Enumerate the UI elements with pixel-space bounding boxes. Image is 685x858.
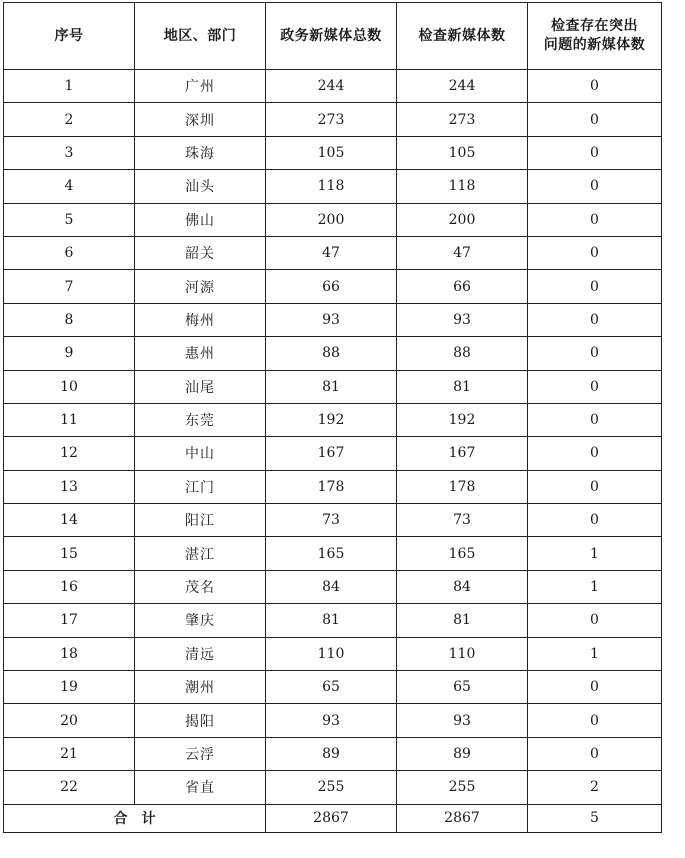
cell-region: 广州 — [135, 70, 266, 103]
header-region: 地区、部门 — [135, 3, 266, 70]
totals-checked-media: 2867 — [397, 804, 528, 832]
cell-index: 20 — [4, 704, 135, 737]
table-row — [4, 103, 662, 136]
cell-region: 茂名 — [135, 570, 266, 603]
cell-index: 15 — [4, 537, 135, 570]
cell-checked-media: 244 — [397, 70, 528, 103]
table-row — [4, 470, 662, 503]
cell-total-media: 178 — [266, 470, 397, 503]
cell-region: 珠海 — [135, 136, 266, 169]
cell-problem-media: 0 — [528, 136, 662, 169]
header-problem-media-line1: 检查存在突出 — [551, 18, 638, 34]
table-row — [4, 704, 662, 737]
table-body — [4, 70, 662, 805]
cell-checked-media: 273 — [397, 103, 528, 136]
cell-total-media: 118 — [266, 170, 397, 203]
cell-total-media: 81 — [266, 370, 397, 403]
cell-problem-media: 0 — [528, 236, 662, 269]
header-index: 序号 — [4, 3, 135, 70]
cell-checked-media: 192 — [397, 403, 528, 436]
cell-index: 22 — [4, 771, 135, 804]
cell-total-media: 84 — [266, 570, 397, 603]
cell-region: 东莞 — [135, 403, 266, 436]
table-row — [4, 737, 662, 770]
cell-problem-media: 0 — [528, 170, 662, 203]
cell-index: 2 — [4, 103, 135, 136]
cell-total-media: 255 — [266, 771, 397, 804]
cell-checked-media: 88 — [397, 337, 528, 370]
table-row — [4, 437, 662, 470]
cell-total-media: 73 — [266, 504, 397, 537]
cell-index: 5 — [4, 203, 135, 236]
cell-checked-media: 47 — [397, 236, 528, 269]
cell-checked-media: 110 — [397, 637, 528, 670]
cell-problem-media: 2 — [528, 771, 662, 804]
table-row — [4, 537, 662, 570]
cell-problem-media: 0 — [528, 504, 662, 537]
table-row — [4, 370, 662, 403]
cell-index: 11 — [4, 403, 135, 436]
cell-checked-media: 255 — [397, 771, 528, 804]
totals-row — [4, 804, 662, 832]
cell-problem-media: 0 — [528, 437, 662, 470]
cell-total-media: 165 — [266, 537, 397, 570]
cell-region: 阳江 — [135, 504, 266, 537]
cell-region: 深圳 — [135, 103, 266, 136]
cell-total-media: 93 — [266, 704, 397, 737]
cell-problem-media: 0 — [528, 303, 662, 336]
cell-problem-media: 0 — [528, 403, 662, 436]
cell-region: 潮州 — [135, 671, 266, 704]
cell-problem-media: 0 — [528, 70, 662, 103]
cell-total-media: 167 — [266, 437, 397, 470]
cell-problem-media: 0 — [528, 470, 662, 503]
cell-problem-media: 0 — [528, 370, 662, 403]
cell-problem-media: 0 — [528, 671, 662, 704]
cell-region: 梅州 — [135, 303, 266, 336]
cell-checked-media: 93 — [397, 704, 528, 737]
cell-total-media: 192 — [266, 403, 397, 436]
cell-checked-media: 93 — [397, 303, 528, 336]
table-row — [4, 203, 662, 236]
cell-problem-media: 0 — [528, 337, 662, 370]
cell-region: 汕尾 — [135, 370, 266, 403]
table-footer — [4, 804, 662, 832]
cell-index: 8 — [4, 303, 135, 336]
cell-index: 6 — [4, 236, 135, 269]
table-row — [4, 637, 662, 670]
cell-index: 7 — [4, 270, 135, 303]
cell-total-media: 93 — [266, 303, 397, 336]
cell-problem-media: 0 — [528, 704, 662, 737]
cell-index: 18 — [4, 637, 135, 670]
cell-total-media: 65 — [266, 671, 397, 704]
cell-region: 揭阳 — [135, 704, 266, 737]
cell-region: 云浮 — [135, 737, 266, 770]
cell-checked-media: 105 — [397, 136, 528, 169]
table-row — [4, 403, 662, 436]
cell-region: 佛山 — [135, 203, 266, 236]
cell-index: 9 — [4, 337, 135, 370]
cell-checked-media: 84 — [397, 570, 528, 603]
cell-total-media: 244 — [266, 70, 397, 103]
table-row — [4, 236, 662, 269]
cell-checked-media: 89 — [397, 737, 528, 770]
cell-total-media: 273 — [266, 103, 397, 136]
cell-checked-media: 81 — [397, 370, 528, 403]
cell-checked-media: 81 — [397, 604, 528, 637]
table-row — [4, 570, 662, 603]
cell-index: 16 — [4, 570, 135, 603]
cell-problem-media: 1 — [528, 537, 662, 570]
cell-index: 4 — [4, 170, 135, 203]
cell-region: 中山 — [135, 437, 266, 470]
cell-problem-media: 0 — [528, 737, 662, 770]
cell-total-media: 110 — [266, 637, 397, 670]
cell-total-media: 105 — [266, 136, 397, 169]
cell-index: 1 — [4, 70, 135, 103]
cell-region: 汕头 — [135, 170, 266, 203]
cell-checked-media: 118 — [397, 170, 528, 203]
cell-index: 13 — [4, 470, 135, 503]
cell-total-media: 47 — [266, 236, 397, 269]
totals-problem-media: 5 — [528, 804, 662, 832]
cell-problem-media: 0 — [528, 203, 662, 236]
cell-checked-media: 200 — [397, 203, 528, 236]
cell-region: 韶关 — [135, 236, 266, 269]
cell-region: 清远 — [135, 637, 266, 670]
cell-checked-media: 178 — [397, 470, 528, 503]
cell-problem-media: 1 — [528, 570, 662, 603]
table-row — [4, 771, 662, 804]
table-row — [4, 170, 662, 203]
cell-index: 10 — [4, 370, 135, 403]
cell-region: 惠州 — [135, 337, 266, 370]
cell-index: 12 — [4, 437, 135, 470]
header-problem-media — [528, 3, 662, 70]
cell-index: 17 — [4, 604, 135, 637]
table-row — [4, 136, 662, 169]
header-checked-media: 检查新媒体数 — [397, 3, 528, 70]
header-row — [4, 3, 662, 70]
table-row — [4, 671, 662, 704]
cell-total-media: 200 — [266, 203, 397, 236]
table-row — [4, 604, 662, 637]
table-row — [4, 70, 662, 103]
header-problem-media-line2: 问题的新媒体数 — [543, 37, 646, 53]
table-row — [4, 270, 662, 303]
cell-total-media: 89 — [266, 737, 397, 770]
cell-region: 肇庆 — [135, 604, 266, 637]
cell-checked-media: 73 — [397, 504, 528, 537]
cell-total-media: 66 — [266, 270, 397, 303]
cell-total-media: 88 — [266, 337, 397, 370]
cell-index: 19 — [4, 671, 135, 704]
cell-checked-media: 167 — [397, 437, 528, 470]
totals-label: 合计 — [4, 804, 266, 832]
cell-index: 14 — [4, 504, 135, 537]
table-row — [4, 504, 662, 537]
cell-problem-media: 0 — [528, 270, 662, 303]
table-header — [4, 3, 662, 70]
table-row — [4, 303, 662, 336]
header-total-media: 政务新媒体总数 — [266, 3, 397, 70]
cell-index: 3 — [4, 136, 135, 169]
cell-problem-media: 0 — [528, 103, 662, 136]
cell-checked-media: 165 — [397, 537, 528, 570]
cell-problem-media: 1 — [528, 637, 662, 670]
cell-region: 河源 — [135, 270, 266, 303]
cell-checked-media: 65 — [397, 671, 528, 704]
cell-total-media: 81 — [266, 604, 397, 637]
cell-region: 省直 — [135, 771, 266, 804]
cell-index: 21 — [4, 737, 135, 770]
cell-region: 江门 — [135, 470, 266, 503]
cell-region: 湛江 — [135, 537, 266, 570]
cell-checked-media: 66 — [397, 270, 528, 303]
media-inspection-table — [3, 2, 662, 833]
totals-total-media: 2867 — [266, 804, 397, 832]
cell-problem-media: 0 — [528, 604, 662, 637]
table-row — [4, 337, 662, 370]
